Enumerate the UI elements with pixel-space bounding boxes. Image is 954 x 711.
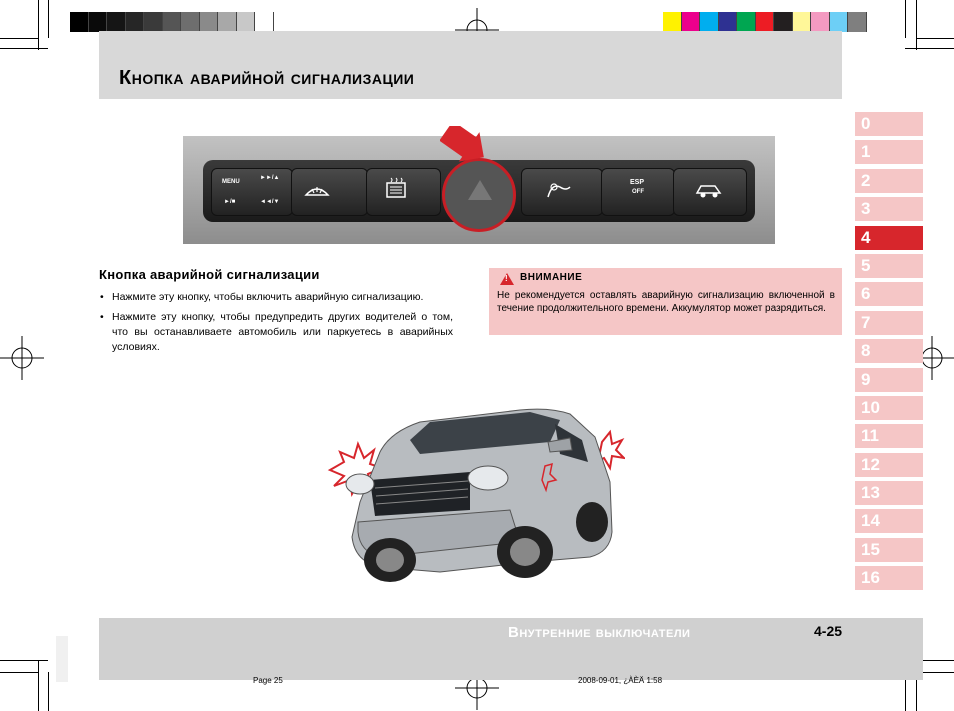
color-swatch bbox=[774, 12, 793, 32]
chapter-tab-0[interactable]: 0 bbox=[855, 112, 923, 136]
chapter-tab-1[interactable]: 1 bbox=[855, 140, 923, 164]
color-swatch bbox=[163, 12, 182, 32]
list-item: • Нажмите эту кнопку, чтобы включить аварийную сигнализацию. bbox=[100, 291, 424, 303]
chapter-tab-15[interactable]: 15 bbox=[855, 538, 923, 562]
print-timestamp: 2008-09-01, ¿ÀÈÄ 1:58 bbox=[578, 676, 663, 685]
audio-menu-button bbox=[211, 168, 293, 216]
crop-mark bbox=[38, 660, 39, 711]
color-swatch bbox=[144, 12, 163, 32]
eco-button bbox=[521, 168, 603, 216]
chapter-tab-16[interactable]: 16 bbox=[855, 566, 923, 590]
color-swatch bbox=[848, 12, 867, 32]
track-up-label: ►►/▲ bbox=[260, 175, 280, 181]
windshield-icon bbox=[304, 181, 330, 201]
section-title: Кнопка аварийной сигнализации bbox=[99, 267, 320, 282]
warning-title: ВНИМАНИЕ bbox=[520, 272, 583, 283]
chapter-tab-2[interactable]: 2 bbox=[855, 169, 923, 193]
windshield-defog-button bbox=[291, 168, 368, 216]
chapter-tab-4[interactable]: 4 bbox=[855, 226, 923, 250]
gray-color-bar bbox=[70, 12, 274, 32]
crop-mark bbox=[0, 672, 38, 673]
color-swatch bbox=[737, 12, 756, 32]
color-swatch bbox=[700, 12, 719, 32]
chapter-tab-7[interactable]: 7 bbox=[855, 311, 923, 335]
color-swatch bbox=[107, 12, 126, 32]
color-swatch bbox=[811, 12, 830, 32]
chapter-tab-6[interactable]: 6 bbox=[855, 282, 923, 306]
crop-mark bbox=[0, 660, 48, 661]
chapter-tab-12[interactable]: 12 bbox=[855, 453, 923, 477]
tire-pressure-icon bbox=[544, 177, 572, 201]
color-swatch bbox=[682, 12, 701, 32]
chapter-tab-13[interactable]: 13 bbox=[855, 481, 923, 505]
color-swatch bbox=[663, 12, 682, 32]
color-swatch bbox=[830, 12, 849, 32]
rear-defrost-button bbox=[366, 168, 441, 216]
hill-descent-button bbox=[673, 168, 747, 216]
bullet-list bbox=[99, 290, 453, 360]
color-swatch bbox=[237, 12, 256, 32]
bullet-text: Нажмите эту кнопку, чтобы включить аварийную сигнализацию. bbox=[112, 291, 424, 303]
warning-icon-mark: ! bbox=[505, 274, 508, 283]
page-title: Кнопка аварийной сигнализации bbox=[119, 67, 415, 89]
color-swatch bbox=[719, 12, 738, 32]
track-down-label: ◄◄/▼ bbox=[260, 199, 280, 205]
bullet-text: Нажмите эту кнопку, чтобы предупредить других водителей о том, что вы останавливаете автомобиль или паркуетесь в аварийных условиях. bbox=[112, 311, 453, 353]
crop-mark bbox=[905, 48, 954, 49]
suv-downhill-icon bbox=[694, 181, 724, 199]
pointer-arrow bbox=[440, 126, 490, 166]
page-number: 4-25 bbox=[814, 623, 843, 639]
warning-box bbox=[489, 268, 842, 335]
footer-title: Внутренние выключатели bbox=[508, 624, 691, 641]
menu-label: MENU bbox=[222, 179, 240, 185]
chapter-tabs bbox=[855, 112, 923, 595]
warning-text: Не рекомендуется оставлять аварийную сигнализацию включенной в течение продолжительного времени. Аккумулятор может разрядиться. bbox=[497, 290, 835, 314]
chapter-tab-8[interactable]: 8 bbox=[855, 339, 923, 363]
esp-off-button bbox=[601, 168, 675, 216]
suv-illustration bbox=[320, 392, 625, 584]
registration-mark bbox=[0, 336, 44, 380]
side-block bbox=[56, 636, 68, 682]
crop-mark bbox=[916, 0, 917, 50]
cmyk-color-bar bbox=[663, 12, 867, 32]
chapter-tab-11[interactable]: 11 bbox=[855, 424, 923, 448]
crop-mark bbox=[0, 38, 38, 39]
color-swatch bbox=[89, 12, 108, 32]
color-swatch bbox=[255, 12, 274, 32]
esp-off-label: OFF bbox=[632, 189, 644, 195]
color-swatch bbox=[181, 12, 200, 32]
chapter-tab-3[interactable]: 3 bbox=[855, 197, 923, 221]
menu-sub-label: ►/■ bbox=[224, 199, 236, 205]
hazard-triangle-icon bbox=[468, 180, 492, 200]
print-page-label: Page 25 bbox=[253, 676, 283, 685]
crop-mark bbox=[38, 0, 39, 50]
crop-mark bbox=[48, 672, 49, 711]
chapter-tab-10[interactable]: 10 bbox=[855, 396, 923, 420]
color-swatch bbox=[200, 12, 219, 32]
color-swatch bbox=[218, 12, 237, 32]
chapter-tab-9[interactable]: 9 bbox=[855, 368, 923, 392]
color-swatch bbox=[70, 12, 89, 32]
crop-mark bbox=[48, 0, 49, 38]
crop-mark bbox=[905, 0, 906, 38]
list-item: • Нажмите эту кнопку, чтобы предупредить других водителей о том, что вы останавливаете автомобиль или паркуетесь в аварийных условиях. bbox=[100, 311, 453, 353]
color-swatch bbox=[126, 12, 145, 32]
color-swatch bbox=[756, 12, 775, 32]
chapter-tab-14[interactable]: 14 bbox=[855, 509, 923, 533]
color-swatch bbox=[793, 12, 812, 32]
rear-defrost-icon bbox=[385, 177, 407, 201]
esp-label: ESP bbox=[630, 179, 645, 186]
chapter-tab-5[interactable]: 5 bbox=[855, 254, 923, 278]
crop-mark bbox=[0, 48, 48, 49]
crop-mark bbox=[916, 38, 954, 39]
